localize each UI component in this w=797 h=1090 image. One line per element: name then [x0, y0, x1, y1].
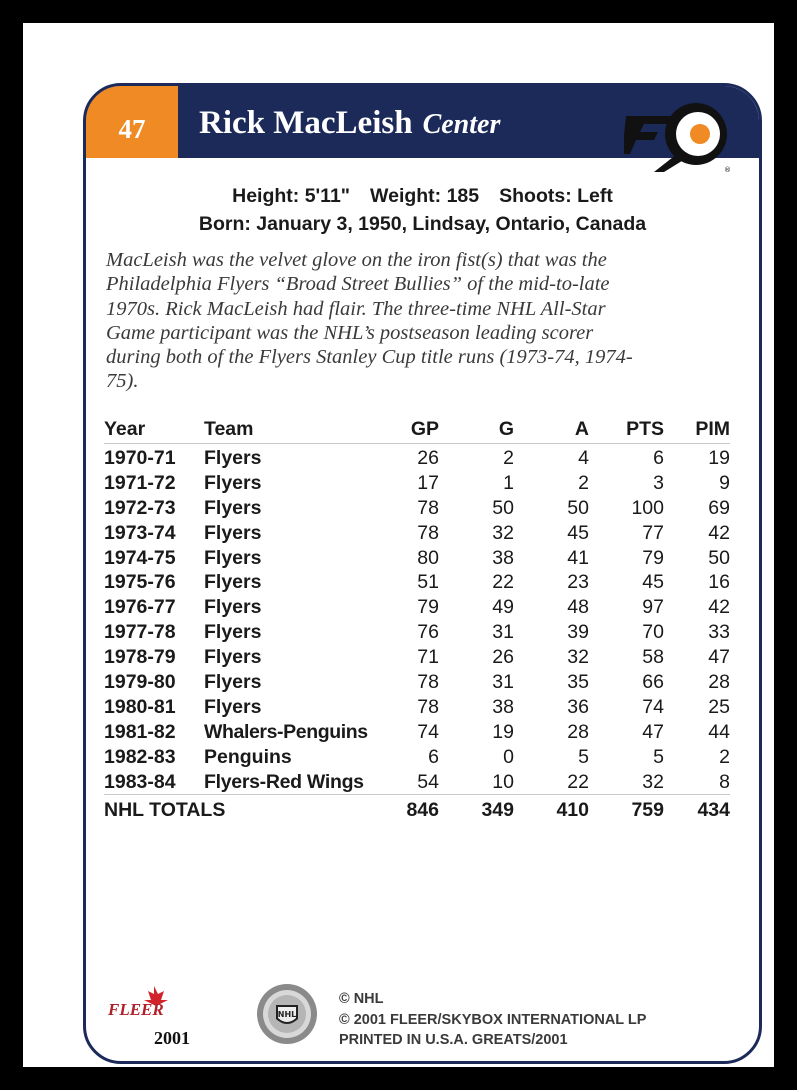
- cell-pts: 6: [653, 446, 664, 469]
- cell-g: 0: [503, 745, 514, 768]
- svg-text:®: ®: [724, 166, 731, 174]
- cell-team: Flyers: [204, 695, 262, 718]
- cell-a: 22: [567, 770, 589, 793]
- table-row: [104, 645, 730, 670]
- cell-g: 50: [492, 496, 514, 519]
- svg-text:NHL: NHL: [277, 1010, 297, 1019]
- col-header-year: Year: [104, 416, 204, 444]
- weight-text: Weight: 185: [370, 185, 480, 207]
- cell-pim: 50: [708, 546, 730, 569]
- cell-team: Flyers-Red Wings: [204, 770, 364, 793]
- cell-pim: 2: [719, 745, 730, 768]
- shoots-text: Shoots: Left: [499, 185, 613, 207]
- cell-team: Flyers: [204, 471, 262, 494]
- flyers-logo-icon: [624, 98, 734, 176]
- col-header-gp: GP: [379, 416, 439, 444]
- cell-g: 19: [492, 720, 514, 743]
- cell-year: 1971-72: [104, 471, 176, 494]
- cell-pts: 32: [642, 770, 664, 793]
- cell-a: 28: [567, 720, 589, 743]
- cell-a: 48: [567, 596, 589, 619]
- bio-line: MacLeish was the velvet glove on the iron fist(s) that was the: [106, 249, 607, 271]
- legal-text: [339, 989, 646, 1051]
- card-number: 47: [118, 113, 146, 144]
- totals-row: [104, 795, 730, 826]
- cell-g: 2: [503, 446, 514, 469]
- cell-gp: 80: [417, 546, 439, 569]
- col-header-g: G: [439, 416, 514, 444]
- cell-gp: 17: [417, 471, 439, 494]
- cell-gp: 79: [417, 596, 439, 619]
- cell-gp: 71: [417, 646, 439, 669]
- vitals-line-1: [86, 182, 759, 210]
- cell-team: Flyers: [204, 571, 262, 594]
- total-pim: 434: [664, 795, 730, 826]
- cell-gp: 78: [417, 496, 439, 519]
- cell-pim: 25: [708, 695, 730, 718]
- card-panel: [83, 83, 762, 1064]
- player-name-line: [199, 105, 500, 142]
- table-row: [104, 670, 730, 695]
- cell-year: 1973-74: [104, 521, 176, 544]
- cell-team: Flyers: [204, 621, 262, 644]
- total-a: 410: [514, 795, 589, 826]
- cell-pim: 8: [719, 770, 730, 793]
- card-number-box: [86, 86, 178, 158]
- cell-year: 1980-81: [104, 695, 176, 718]
- col-header-pim: PIM: [664, 416, 730, 444]
- cell-pts: 70: [642, 621, 664, 644]
- brand-year: 2001: [154, 1028, 190, 1048]
- player-name: Rick MacLeish: [199, 105, 413, 141]
- total-gp: 846: [379, 795, 439, 826]
- cell-pts: 47: [642, 720, 664, 743]
- cell-a: 32: [567, 646, 589, 669]
- stats-table: [104, 416, 730, 825]
- cell-gp: 26: [417, 446, 439, 469]
- born-text: Born: January 3, 1950, Lindsay, Ontario, Canada: [198, 213, 647, 235]
- cell-g: 10: [492, 770, 514, 793]
- cell-g: 49: [492, 596, 514, 619]
- col-header-a: A: [514, 416, 589, 444]
- legal-line: © NHL: [339, 991, 384, 1007]
- cell-gp: 51: [417, 571, 439, 594]
- card-back: [23, 23, 774, 1067]
- cell-pts: 58: [642, 646, 664, 669]
- table-row: [104, 521, 730, 546]
- bio-line: 75).: [106, 370, 139, 393]
- cell-year: 1978-79: [104, 646, 176, 669]
- cell-pim: 44: [708, 720, 730, 743]
- cell-pts: 100: [631, 496, 664, 519]
- cell-team: Penguins: [204, 745, 292, 768]
- totals-label: NHL TOTALS: [104, 795, 379, 826]
- table-row: [104, 546, 730, 571]
- cell-pts: 45: [642, 571, 664, 594]
- cell-pts: 97: [642, 596, 664, 619]
- table-row: [104, 695, 730, 720]
- cell-team: Flyers: [204, 670, 262, 693]
- cell-pts: 5: [653, 745, 664, 768]
- cell-g: 32: [492, 521, 514, 544]
- bio-line: 1970s. Rick MacLeish had flair. The three-time NHL All-Star: [106, 297, 606, 320]
- table-row: [104, 570, 730, 595]
- cell-gp: 74: [417, 720, 439, 743]
- cell-pts: 66: [642, 670, 664, 693]
- cell-team: Flyers: [204, 446, 262, 469]
- cell-pim: 69: [708, 496, 730, 519]
- cell-gp: 78: [417, 695, 439, 718]
- cell-year: 1977-78: [104, 621, 176, 644]
- cell-pts: 77: [642, 521, 664, 544]
- legal-line: © 2001 FLEER/SKYBOX INTERNATIONAL LP: [339, 1011, 647, 1028]
- cell-gp: 78: [417, 670, 439, 693]
- cell-team: Flyers: [204, 646, 262, 669]
- cell-a: 45: [567, 521, 589, 544]
- cell-year: 1975-76: [104, 571, 176, 594]
- cell-team: Flyers: [204, 521, 262, 544]
- cell-year: 1983-84: [104, 770, 176, 793]
- player-vitals: [86, 182, 759, 238]
- cell-gp: 6: [428, 745, 439, 768]
- brand-name: FLEER: [108, 1000, 164, 1019]
- legal-line: PRINTED IN U.S.A. GREATS/2001: [339, 1032, 568, 1048]
- cell-a: 39: [567, 621, 589, 644]
- cell-pts: 74: [642, 695, 664, 718]
- total-g: 349: [439, 795, 514, 826]
- cell-pim: 42: [708, 521, 730, 544]
- cell-g: 31: [492, 670, 514, 693]
- cell-pim: 47: [708, 646, 730, 669]
- cell-team: Flyers: [204, 596, 262, 619]
- cell-pts: 3: [653, 471, 664, 494]
- cell-gp: 78: [417, 521, 439, 544]
- cell-pim: 28: [708, 670, 730, 693]
- stats-header-row: [104, 416, 730, 444]
- cell-g: 26: [492, 646, 514, 669]
- table-row: [104, 745, 730, 770]
- cell-g: 38: [492, 546, 514, 569]
- col-header-pts: PTS: [589, 416, 664, 444]
- cell-year: 1974-75: [104, 546, 176, 569]
- player-position: Center: [422, 109, 501, 140]
- cell-a: 5: [578, 745, 589, 768]
- table-row: [104, 595, 730, 620]
- table-row: [104, 720, 730, 745]
- cell-year: 1982-83: [104, 745, 176, 768]
- cell-g: 22: [492, 571, 514, 594]
- cell-a: 2: [578, 471, 589, 494]
- cell-a: 36: [567, 695, 589, 718]
- cell-a: 35: [567, 670, 589, 693]
- cell-team: Whalers-Penguins: [204, 720, 368, 743]
- height-text: Height: 5'11": [232, 185, 351, 207]
- cell-gp: 76: [417, 621, 439, 644]
- cell-pim: 9: [719, 471, 730, 494]
- table-row: [104, 620, 730, 645]
- cell-team: Flyers: [204, 496, 262, 519]
- player-bio: [106, 248, 731, 394]
- cell-year: 1981-82: [104, 720, 176, 743]
- cell-pim: 19: [708, 446, 730, 469]
- total-pts: 759: [589, 795, 664, 826]
- cell-a: 4: [578, 446, 589, 469]
- table-row: [104, 471, 730, 496]
- cell-pim: 42: [708, 596, 730, 619]
- cell-a: 41: [567, 546, 589, 569]
- bio-line: during both of the Flyers Stanley Cup title runs (1973-74, 1974-: [106, 346, 633, 369]
- cell-pim: 33: [708, 621, 730, 644]
- cell-pim: 16: [708, 571, 730, 594]
- bio-line: Philadelphia Flyers “Broad Street Bullies” of the mid-to-late: [106, 273, 610, 296]
- cell-year: 1979-80: [104, 670, 176, 693]
- cell-g: 38: [492, 695, 514, 718]
- cell-year: 1972-73: [104, 496, 176, 519]
- cell-team: Flyers: [204, 546, 262, 569]
- table-row: [104, 444, 730, 471]
- cell-a: 50: [567, 496, 589, 519]
- cell-year: 1976-77: [104, 596, 176, 619]
- col-header-team: Team: [204, 416, 379, 444]
- cell-year: 1970-71: [104, 446, 176, 469]
- cell-g: 31: [492, 621, 514, 644]
- cell-gp: 54: [417, 770, 439, 793]
- table-row: [104, 770, 730, 795]
- cell-pts: 79: [642, 546, 664, 569]
- cell-g: 1: [503, 471, 514, 494]
- fleer-logo-icon: [108, 986, 238, 1048]
- nhl-shield-icon: [256, 983, 318, 1045]
- bio-line: Game participant was the NHL’s postseason leading scorer: [106, 321, 594, 344]
- cell-a: 23: [567, 571, 589, 594]
- table-row: [104, 496, 730, 521]
